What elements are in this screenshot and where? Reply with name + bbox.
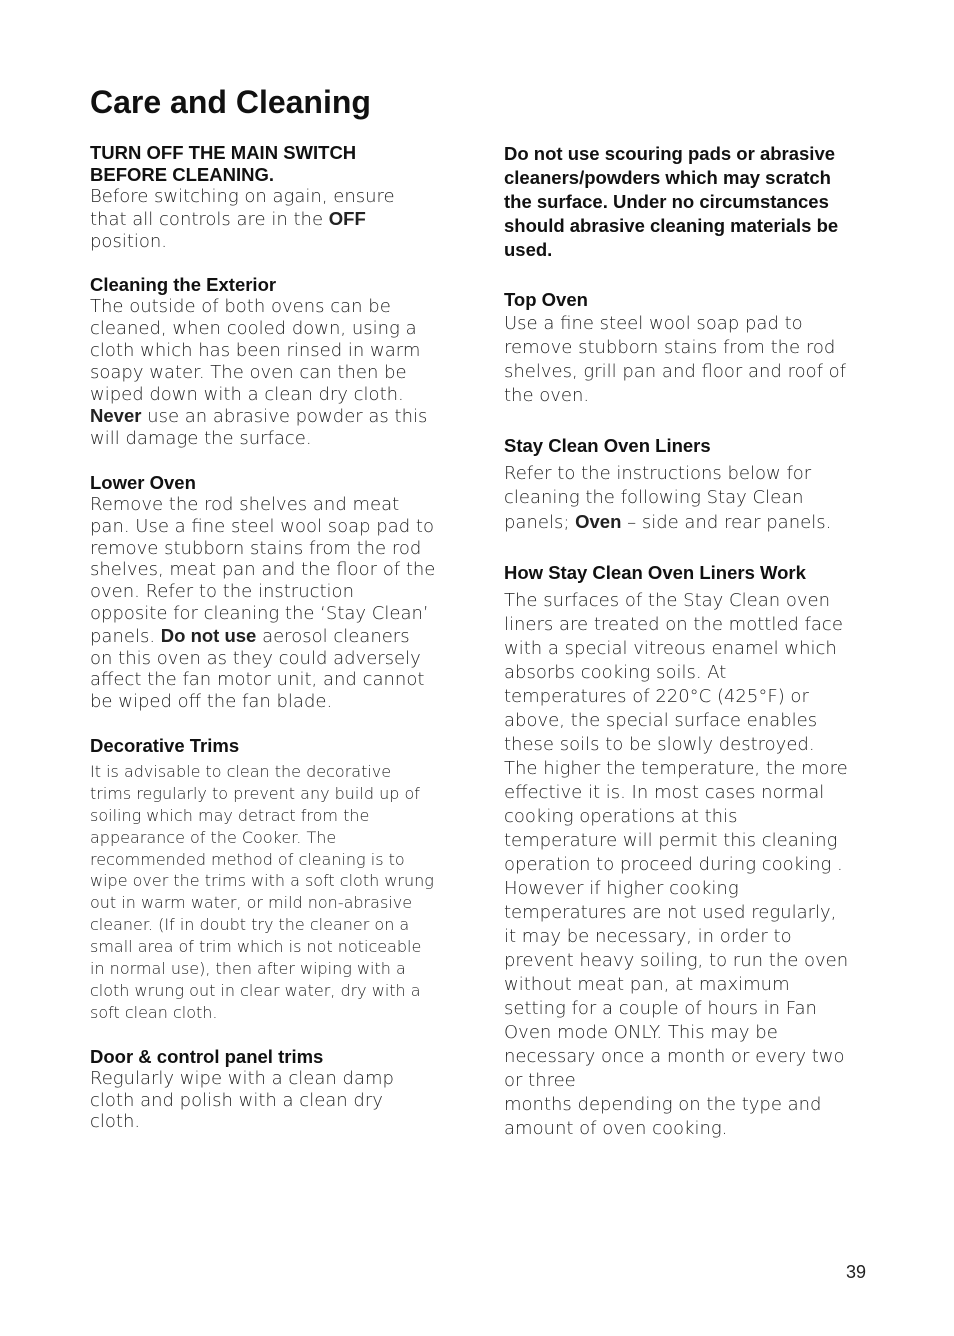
lower-oven-heading: Lower Oven [90, 471, 196, 493]
liners-text-end: – side and rear panels. [621, 512, 832, 533]
section-decorative-trims [90, 735, 436, 1024]
page-number: 39 [846, 1262, 867, 1282]
oven-emphasis: Oven [575, 511, 622, 532]
section-door-trims [90, 1046, 436, 1133]
liners-text [504, 462, 850, 535]
abrasive-warning: Do not use scouring pads or abrasive cleaners/powders which may scratch the surface. Under no circumstances should abrasive cleaning materials be used. [504, 143, 839, 260]
exterior-text-start: The outside of both ovens can be cleaned, when cooled down, using a cloth which has been rinsed in warm soapy water. The oven can then be wiped down with a clean dry cloth. [90, 296, 421, 405]
lower-oven-text-start: Remove the rod shelves and meat pan. Use a fine steel wool soap pad to remove stubborn stains from the rod shelves, meat pan and the floor of the oven. Refer to the instruction opposite for cleaning the ‘Stay Clean’ panels. [90, 493, 436, 647]
door-trims-text: Regularly wipe with a clean damp cloth and polish with a clean dry cloth. [90, 1067, 394, 1133]
main-switch-text-end: position. [90, 230, 168, 252]
section-how-liners-work [504, 561, 850, 1141]
exterior-heading: Cleaning the Exterior [90, 274, 277, 296]
never-emphasis: Never [90, 405, 142, 427]
left-column [90, 142, 436, 1155]
right-column [504, 142, 850, 1163]
exterior-text [90, 296, 436, 450]
exterior-text-end: use an abrasive powder as this will damage the surface. [90, 406, 428, 450]
section-lower-oven [90, 472, 436, 713]
door-trims-heading: Door & control panel trims [90, 1045, 324, 1067]
trims-text: It is advisable to clean the decorative trims regularly to prevent any build up of soiling which may detract from the appearance of the Cooker. The recommended method of cleaning is to wipe over the trims with a soft cloth wrung out in warm water, or mild non-abrasive cleaner. (If in doubt try the cleaner on a small area of trim which is not noticeable in normal use), then after wiping with a cloth wrung out in clear water, dry with a soft clean cloth. [90, 761, 434, 1022]
liners-text-start: Refer to the instructions below for cleaning the following Stay Clean panels; [504, 463, 812, 533]
main-switch-text [90, 186, 436, 252]
section-top-oven [504, 288, 850, 408]
liners-heading: Stay Clean Oven Liners [504, 435, 711, 456]
main-switch-text-start: Before switching on again, ensure that all controls are in the [90, 186, 395, 230]
top-oven-heading: Top Oven [504, 289, 588, 310]
section-stay-clean-liners [504, 434, 850, 535]
how-liners-text-3: months depending on the type and amount of oven cooking. [504, 1094, 822, 1139]
how-liners-text-1: The surfaces of the Stay Clean oven liners are treated on the mottled face with a special vitreous enamel which absorbs cooking soils. At temperatures of 220°C (425°F) or above, the special surface enables these soils to be slowly destroyed. The higher the temperature, the more effective it is. In most cases normal cooking operations at this temperature will permit this cleaning operation to proceed during cooking . [504, 590, 848, 875]
off-emphasis: OFF [328, 207, 366, 229]
top-oven-text: Use a fine steel wool soap pad to remove stubborn stains from the rod shelves, grill pan and floor and roof of the oven. [504, 313, 847, 406]
lower-oven-text [90, 494, 436, 713]
do-not-use-emphasis: Do not use [160, 624, 257, 646]
how-liners-heading: How Stay Clean Oven Liners Work [504, 562, 806, 583]
main-switch-heading: TURN OFF THE MAIN SWITCH BEFORE CLEANING. [90, 142, 357, 185]
section-exterior [90, 274, 436, 450]
page-title: Care and Cleaning [90, 84, 371, 120]
how-liners-text-2: However if higher cooking temperatures are not used regularly, it may be necessary, in order to prevent heavy soiling, to run the oven without meat pan, at maximum setting for a couple of hours in Fan Oven mode ONLY. This may be necessary once a month or every two or three [504, 878, 849, 1091]
trims-heading: Decorative Trims [90, 734, 240, 756]
lower-oven-text-end: aerosol cleaners on this oven as they could adversely affect the fan motor unit, and cannot be wiped off the fan blade. [90, 625, 425, 713]
section-main-switch [90, 142, 436, 252]
